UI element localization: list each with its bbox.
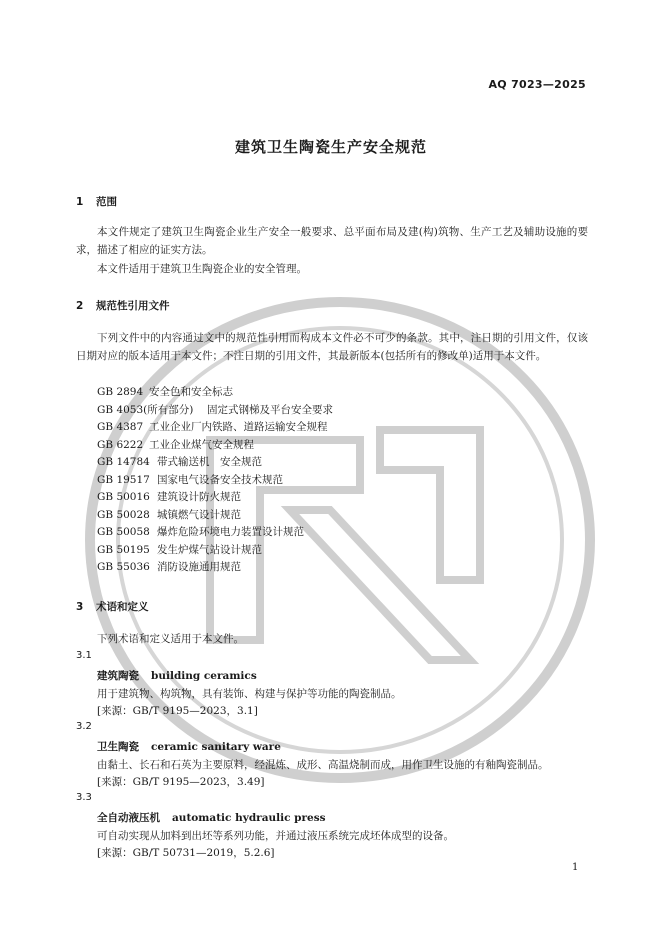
section-number: 3	[76, 601, 84, 613]
scope-paragraph-1: 本文件规定了建筑卫生陶瓷企业生产安全一般要求、总平面布局及建(构)筑物、生产工艺及辅助设施的要求，描述了相应的证实方法。	[76, 226, 588, 256]
section-number: 2	[76, 300, 84, 312]
term-definition: 用于建筑物、构筑物，具有装饰、构建与保护等功能的陶瓷制品。	[97, 688, 402, 700]
reference-item	[97, 437, 333, 455]
term-zh: 建筑陶瓷	[97, 670, 139, 682]
reference-code: GB 50016	[97, 491, 150, 503]
scope-paragraph-2: 本文件适用于建筑卫生陶瓷企业的安全管理。	[97, 263, 307, 275]
term-heading	[97, 668, 257, 683]
reference-code: GB 19517	[97, 473, 150, 486]
term-number: 3.3	[76, 792, 92, 803]
reference-item	[97, 472, 333, 490]
document-code: AQ 7023—2025	[488, 78, 586, 91]
reference-item	[97, 489, 333, 507]
reference-item	[97, 419, 333, 437]
reference-item	[97, 524, 333, 542]
reference-list	[97, 384, 333, 577]
normative-intro: 下列文件中的内容通过文中的规范性引用而构成本文件必不可少的条款。其中，注日期的引用文件，仅该日期对应的版本适用于本文件；不注日期的引用文件，其最新版本(包括所有的修改单)适用于本文件。	[76, 332, 588, 362]
term-source: [来源：GB/T 9195—2023，3.1]	[97, 705, 258, 717]
reference-code: GB 50058	[97, 526, 150, 538]
reference-code: GB 4053(所有部分)	[97, 403, 194, 416]
term-number: 3.1	[76, 650, 92, 661]
reference-title: 固定式钢梯及平台安全要求	[207, 403, 333, 416]
reference-item	[97, 507, 333, 525]
reference-title: 工业企业煤气安全规程	[149, 438, 254, 451]
reference-code: GB 4387	[97, 421, 144, 433]
reference-code: GB 6222	[97, 438, 144, 451]
section-2-heading	[76, 298, 170, 313]
term-en: building ceramics	[151, 670, 257, 682]
section-3-heading	[76, 599, 149, 614]
page-number: 1	[572, 862, 579, 873]
section-title: 规范性引用文件	[96, 300, 170, 312]
reference-title: 爆炸危险环境电力装置设计规范	[157, 526, 304, 538]
section-title: 范围	[96, 196, 117, 208]
reference-title: 建筑设计防火规范	[157, 491, 241, 503]
term-definition: 可自动实现从加料到出坯等系列功能，并通过液压系统完成坯体成型的设备。	[97, 830, 454, 842]
reference-item	[97, 454, 333, 472]
reference-title: 城镇燃气设计规范	[157, 508, 241, 521]
reference-code: GB 14784	[97, 456, 150, 468]
term-heading	[97, 810, 326, 825]
reference-code: GB 50195	[97, 543, 150, 556]
reference-item	[97, 384, 333, 402]
reference-code: GB 50028	[97, 508, 150, 521]
reference-title: 带式输送机 安全规范	[157, 456, 262, 468]
reference-title: 发生炉煤气站设计规范	[157, 543, 262, 556]
page-title: 建筑卫生陶瓷生产安全规范	[234, 138, 427, 156]
reference-title: 安全色和安全标志	[149, 386, 233, 398]
reference-item	[97, 542, 333, 560]
term-en: automatic hydraulic press	[172, 812, 326, 824]
reference-code: GB 55036	[97, 561, 150, 573]
term-zh: 卫生陶瓷	[97, 741, 139, 753]
term-source: [来源：GB/T 9195—2023，3.49]	[97, 776, 265, 788]
section-title: 术语和定义	[96, 601, 149, 613]
term-source: [来源：GB/T 50731—2019，5.2.6]	[97, 847, 275, 859]
term-number: 3.2	[76, 721, 92, 732]
section-1-heading	[76, 194, 117, 209]
reference-item	[97, 402, 333, 420]
reference-title: 工业企业厂内铁路、道路运输安全规程	[149, 421, 328, 433]
terms-intro: 下列术语和定义适用于本文件。	[97, 633, 244, 645]
reference-title: 国家电气设备安全技术规范	[157, 473, 283, 486]
term-en: ceramic sanitary ware	[151, 741, 281, 753]
section-number: 1	[76, 196, 84, 208]
term-definition: 由黏土、长石和石英为主要原料，经混炼、成形、高温烧制而成，用作卫生设施的有釉陶瓷制品。	[97, 759, 549, 771]
term-zh: 全自动液压机	[97, 812, 160, 824]
reference-title: 消防设施通用规范	[157, 561, 241, 573]
reference-code: GB 2894	[97, 386, 144, 398]
term-heading	[97, 739, 281, 754]
reference-item	[97, 559, 333, 577]
